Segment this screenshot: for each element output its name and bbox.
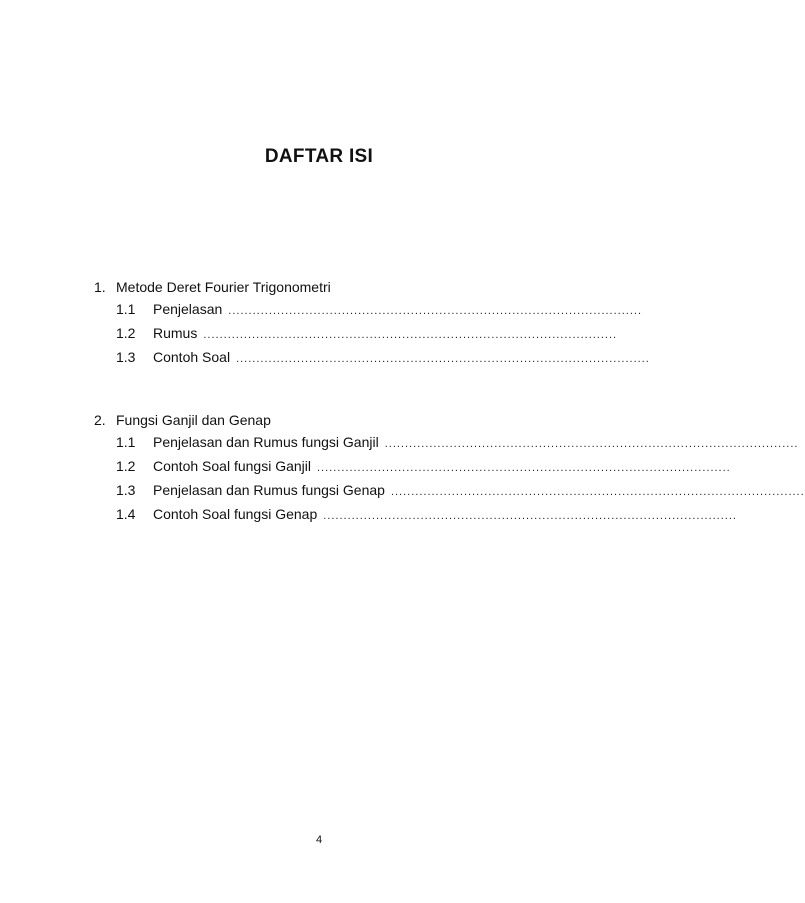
toc-section-title: Metode Deret Fourier Trigonometri [116,279,331,295]
toc-entry [94,503,737,527]
toc-entry [94,455,731,479]
toc-entry [94,479,805,503]
toc-entry-number: 1.3 [116,349,136,365]
toc-entry-number: 1.3 [116,482,136,498]
dot-leader: ...................................................................................................... [390,486,805,498]
toc-entry [94,431,799,455]
dot-leader: ...................................................................................................... [203,329,618,341]
toc-entry-number: 1.1 [116,301,136,317]
toc-entry-label: Penjelasan [153,301,223,317]
page-number: 4 [315,834,323,846]
toc-section-number: 1. [94,279,106,295]
dot-leader: ...................................................................................................... [317,462,731,474]
toc-entry-number: 1.2 [116,325,136,341]
toc-entry-label: Contoh Soal fungsi Genap [153,506,318,522]
toc-entry-label: Contoh Soal [153,349,231,365]
toc-entry [94,322,618,346]
toc-entry-label: Contoh Soal fungsi Ganjil [153,458,311,474]
toc-section-heading [94,276,554,298]
toc-section-2 [94,409,805,527]
toc-entry-number: 1.1 [116,434,136,450]
dot-leader: ...................................................................................................... [384,438,799,450]
page-title: DAFTAR ISI [264,146,374,167]
dot-leader: ...................................................................................................... [228,305,643,317]
toc-section-1 [94,276,650,370]
toc-section-number: 2. [94,412,106,428]
toc-entry [94,298,643,322]
dot-leader: ...................................................................................................... [323,510,737,522]
toc-section-title: Fungsi Ganjil dan Genap [116,412,271,428]
toc-entry-number: 1.4 [116,506,136,522]
toc-entry-label: Penjelasan dan Rumus fungsi Ganjil [153,434,379,450]
toc-entry-number: 1.2 [116,458,136,474]
toc-section-heading [94,409,554,431]
toc-entry [94,346,650,370]
toc-entry-label: Rumus [153,325,198,341]
toc-entry-label: Penjelasan dan Rumus fungsi Genap [153,482,385,498]
dot-leader: ...................................................................................................... [236,353,650,365]
